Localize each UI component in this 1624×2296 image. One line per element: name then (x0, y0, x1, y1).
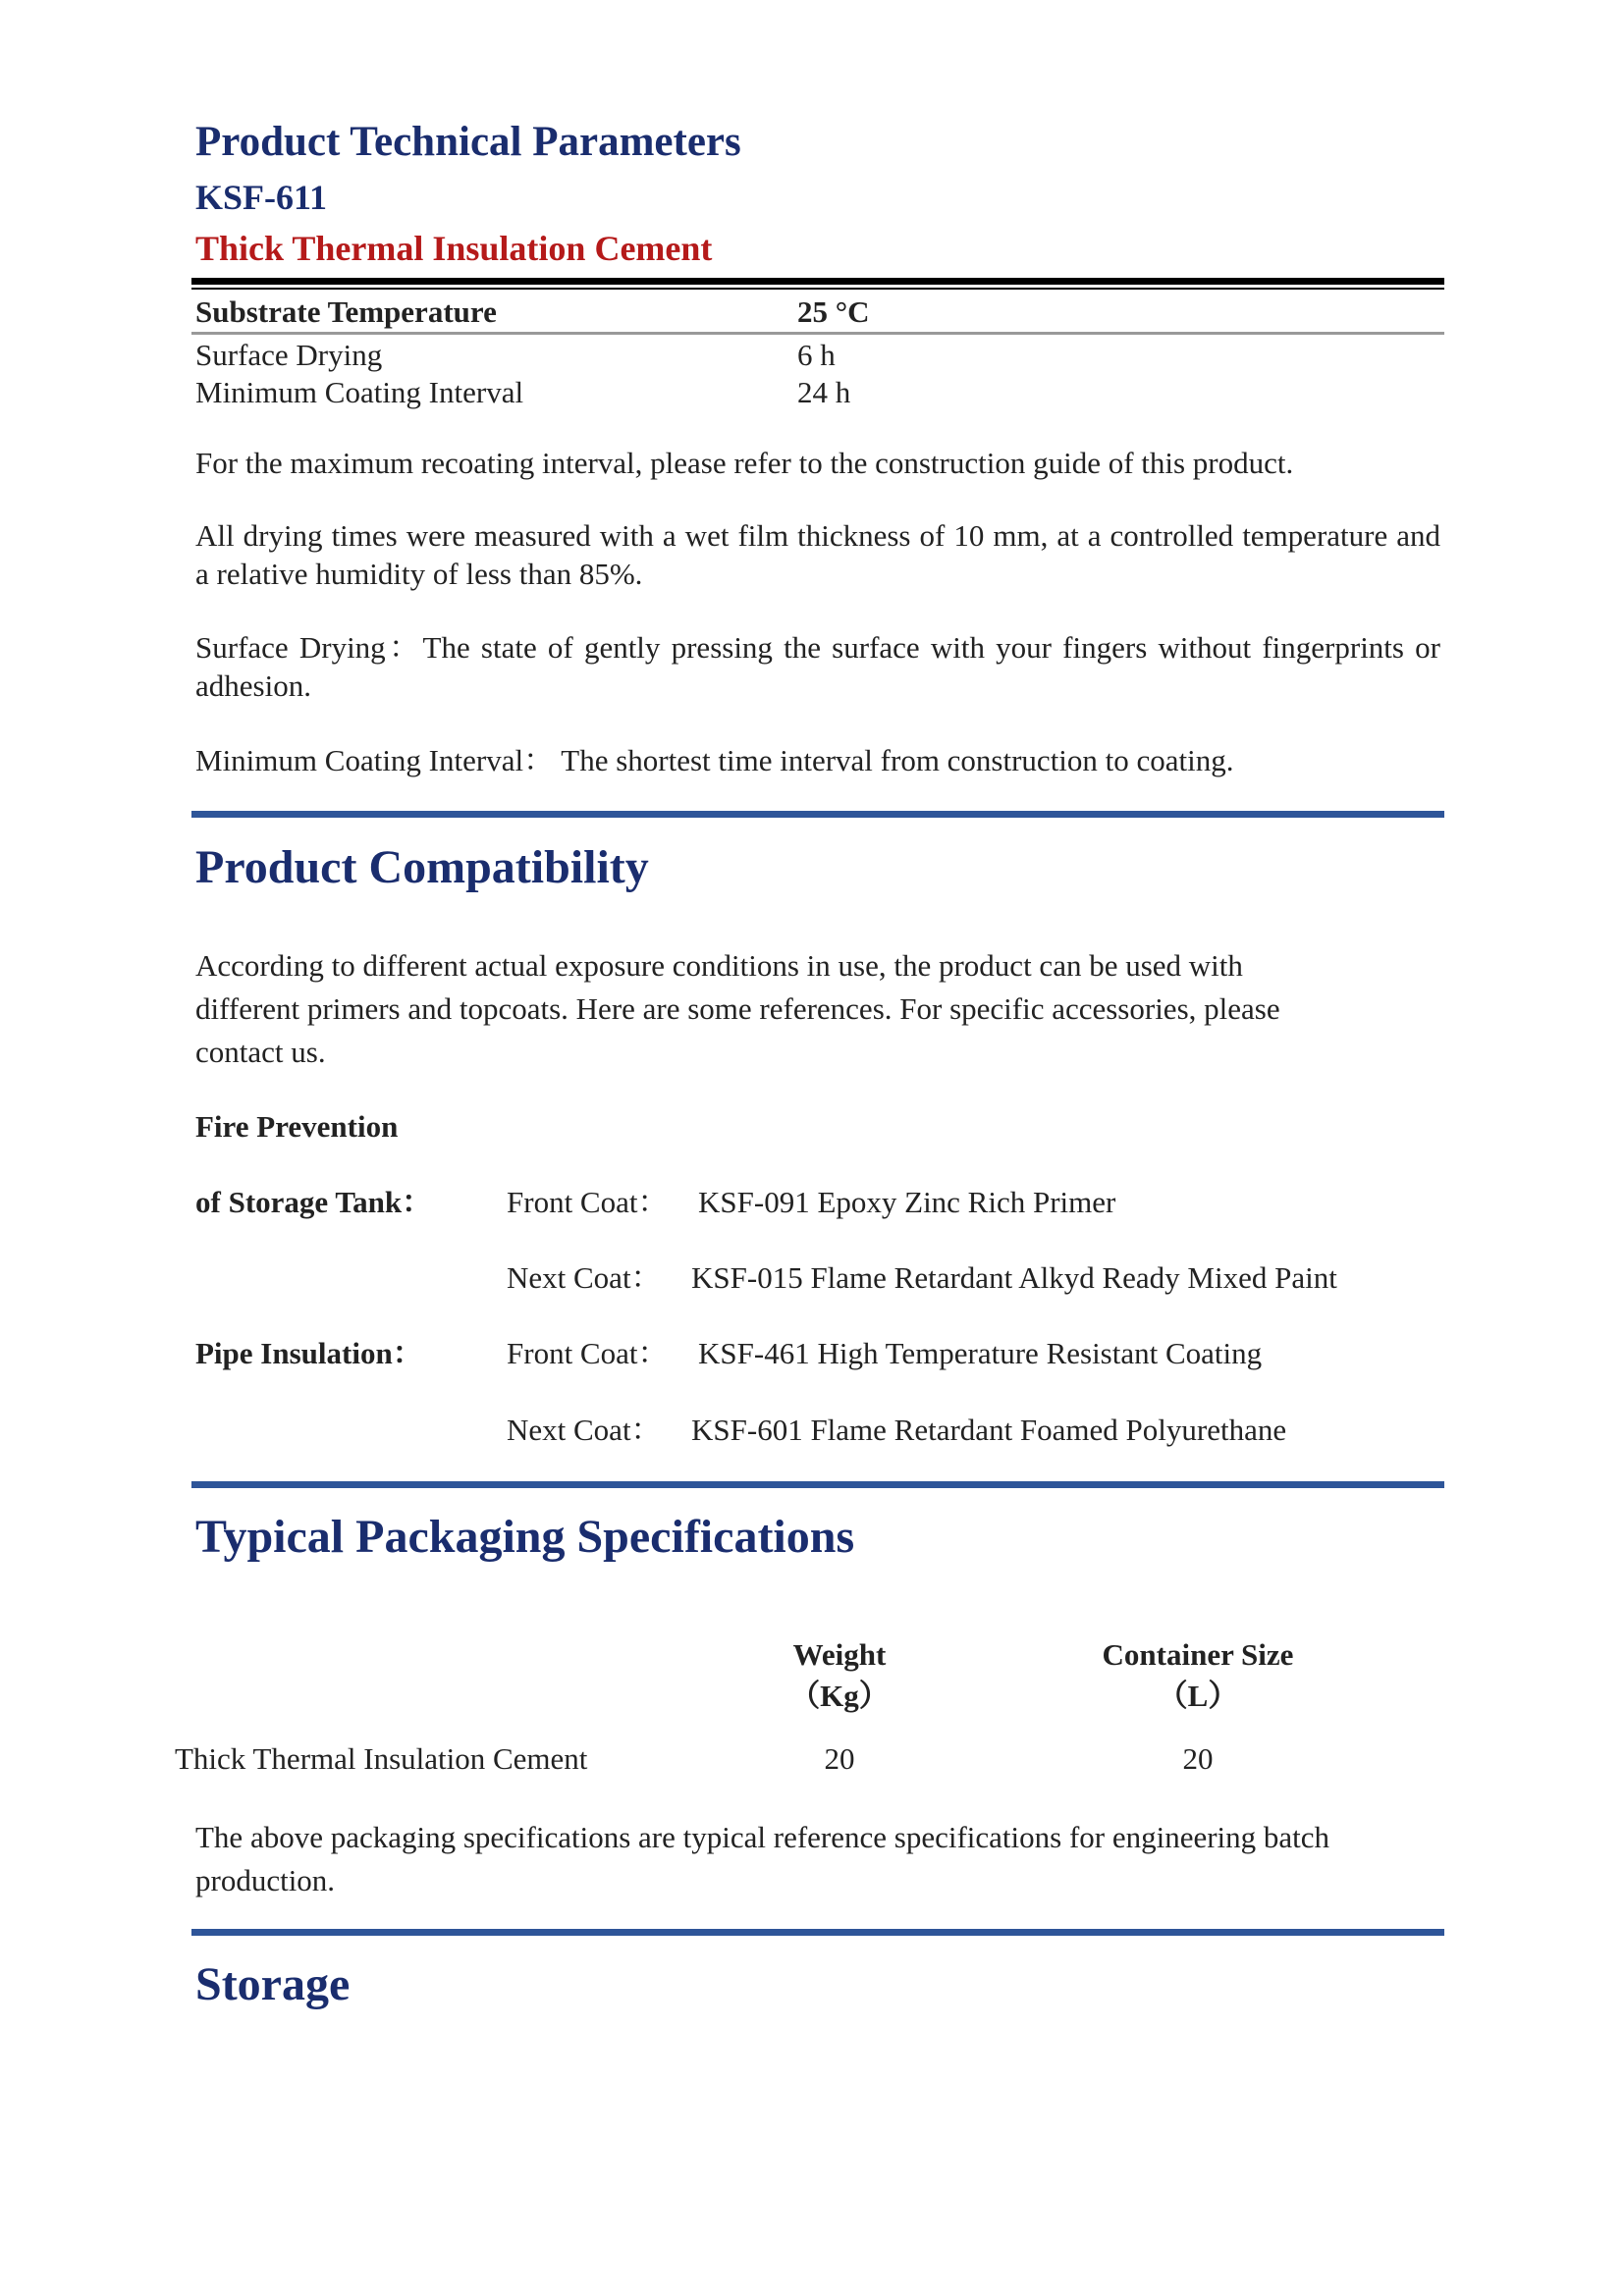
product-name: Thick Thermal Insulation Cement (195, 229, 713, 268)
column-header-container-size-unit: （L） (1157, 1679, 1239, 1713)
packaging-note-line: production. (195, 1863, 336, 1897)
table-row-label: Surface Drying (195, 338, 383, 372)
coat-product: KSF-015 Flame Retardant Alkyd Ready Mixed Paint (691, 1260, 1337, 1295)
packaging-row-name: Thick Thermal Insulation Cement (175, 1741, 588, 1776)
column-header-weight: Weight (792, 1637, 887, 1672)
note-surface-drying: Surface Drying：The state of gently pressing the surface with your fingers without fingerprints or adhesion. (195, 630, 1440, 703)
table-row-value: 24 h (797, 375, 851, 409)
section-divider (191, 1929, 1444, 1936)
table-row-value: 6 h (797, 338, 836, 372)
table-header-label: Substrate Temperature (195, 294, 497, 329)
table-top-rule (191, 278, 1444, 285)
packaging-note-line: The above packaging specifications are typical reference specifications for engineering batch (195, 1820, 1330, 1854)
coat-label: Next Coat： (507, 1413, 662, 1447)
coat-label: Next Coat： (507, 1260, 662, 1295)
product-code: KSF-611 (195, 178, 328, 217)
group-label-storage-tank: of Storage Tank： (195, 1185, 433, 1219)
section-divider (191, 811, 1444, 818)
note-min-interval: Minimum Coating Interval： The shortest time interval from construction to coating. (195, 743, 1234, 777)
note-drying-conditions: All drying times were measured with a wet film thickness of 10 mm, at a controlled temperature and a relative humidity of less than 85%. (195, 518, 1440, 591)
compatibility-intro-line: According to different actual exposure conditions in use, the product can be used with (195, 948, 1243, 983)
document-title: Product Technical Parameters (195, 119, 741, 165)
packaging-row-weight: 20 (824, 1741, 855, 1776)
coat-product: KSF-091 Epoxy Zinc Rich Primer (698, 1185, 1116, 1219)
section-title-compatibility: Product Compatibility (195, 841, 649, 893)
group-heading-fire-prevention: Fire Prevention (195, 1109, 399, 1144)
table-row-label: Minimum Coating Interval (195, 375, 524, 409)
packaging-row-size: 20 (1182, 1741, 1214, 1776)
column-header-container-size: Container Size (1102, 1637, 1294, 1672)
coat-product: KSF-461 High Temperature Resistant Coating (698, 1336, 1263, 1370)
note-recoating: For the maximum recoating interval, please refer to the construction guide of this product. (195, 446, 1294, 480)
compatibility-intro-line: different primers and topcoats. Here are some references. For specific accessories, please (195, 991, 1280, 1026)
group-label-pipe-insulation: Pipe Insulation： (195, 1336, 423, 1370)
section-title-storage: Storage (195, 1958, 351, 2010)
table-top-rule-thin (191, 288, 1444, 290)
section-title-packaging: Typical Packaging Specifications (195, 1511, 855, 1563)
coat-product: KSF-601 Flame Retardant Foamed Polyurethane (691, 1413, 1287, 1447)
column-header-weight-unit: （Kg） (789, 1679, 890, 1713)
coat-label: Front Coat： (507, 1336, 669, 1370)
coat-label: Front Coat： (507, 1185, 669, 1219)
table-header-value: 25 °C (797, 294, 870, 329)
compatibility-intro-line: contact us. (195, 1035, 326, 1069)
section-divider (191, 1481, 1444, 1488)
table-header-rule (191, 332, 1444, 335)
